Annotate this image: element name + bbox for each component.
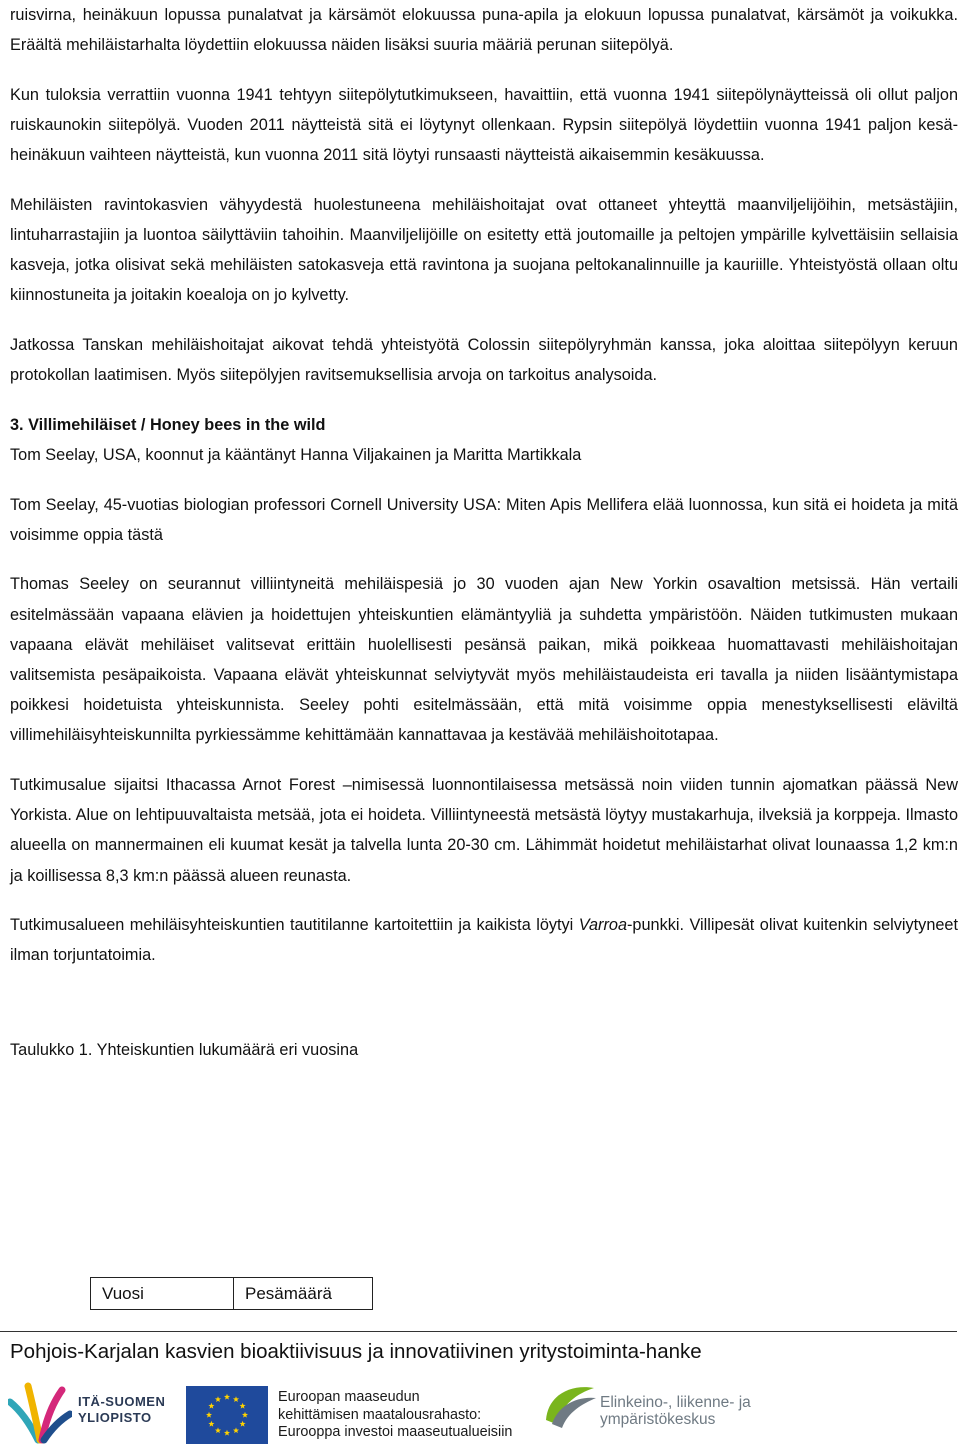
table-header-year: Vuosi xyxy=(91,1278,234,1310)
table-caption: Taulukko 1. Yhteiskuntien lukumäärä eri vuosina xyxy=(10,1040,359,1059)
ely-line-2: ympäristökeskus xyxy=(600,1411,716,1428)
eu-line-3: Eurooppa investoi maaseutualueisiin xyxy=(278,1424,513,1440)
paragraph-8-text-start: Tutkimusalueen mehiläisyhteiskuntien tautitilanne kartoitettiin ja kaikista löytyi xyxy=(10,916,579,935)
uef-line-1: ITÄ-SUOMEN xyxy=(78,1394,166,1409)
table-header-count: Pesämäärä xyxy=(234,1278,373,1310)
eu-fund-text xyxy=(278,1389,512,1442)
paragraph-2: Kun tuloksia verrattiin vuonna 1941 tehtyyn siitepölytutkimukseen, havaittiin, että vuonna 1941 siitepölynäytteissä oli ollut paljon ruiskaunokin siitepölyä. Vuoden 2011 näytteistä sitä ei löytynyt ollenkaan. Rypsin siitepölyä löydettiin vuonna 1941 paljon kesä-heinäkuun vaihteen näytteistä, kun vuonna 2011 sitä löytyi runsaasti näytteistä aikaisemmin kesäkuussa. xyxy=(10,85,958,165)
uef-logo-icon xyxy=(8,1380,72,1444)
byline: Tom Seelay, USA, koonnut ja kääntänyt Hanna Viljakainen ja Maritta Martikkala xyxy=(10,446,582,464)
paragraph-4: Jatkossa Tanskan mehiläishoitajat aikovat tehdä yhteistyötä Colossin siitepölyryhmän kanssa, joka aloittaa siitepölyyn keruun protokollan laatimisen. Myös siitepölyjen ravitsemuksellisia arvoja on tarkoitus analysoida. xyxy=(10,336,958,385)
paragraph-8-italic: Varroa xyxy=(578,916,628,935)
document-page xyxy=(10,0,958,1065)
eu-line-2: kehittämisen maatalousrahasto: xyxy=(278,1406,482,1423)
ely-wordmark xyxy=(600,1394,751,1428)
footer-divider xyxy=(0,1331,957,1332)
table-header-row xyxy=(91,1278,373,1310)
ely-line-1: Elinkeino-, liikenne- ja xyxy=(600,1394,751,1411)
paragraph-1: ruisvirna, heinäkuun lopussa punalatvat ja kärsämöt elokuussa puna-apila ja elokuun lopussa punalatvat, kärsämöt ja voikukka. Eräältä mehiläistarhalta löydettiin elokuussa näiden lisäksi suuria määriä perunan siitepölyä. xyxy=(10,6,958,55)
uef-wordmark xyxy=(78,1394,165,1426)
uef-logo xyxy=(8,1380,168,1444)
footer-title: Pohjois-Karjalan kasvien bioaktiivisuus ja innovatiivinen yritystoiminta-hanke xyxy=(10,1340,702,1363)
eu-flag-icon xyxy=(186,1386,268,1444)
eu-logo xyxy=(186,1386,531,1446)
paragraph-3: Mehiläisten ravintokasvien vähyydestä huolestuneena mehiläishoitajat ovat ottaneet yhteyttä maanviljelijöihin, metsästäjiin, lintuharrastajiin ja luontoa säilyttäviin tahoihin. Maanviljelijöille on esitetty että joutomaille ja peltojen ympärille kylvettäisiin sellaisia kasveja, jotka olisivat sekä mehiläisten satokasveja että ravintona ja suojana peltokanalinnuille ja kauriille. Yhteistyöstä ollaan oltu kiinnostuneita ja joitakin koealoja on jo kylvetty. xyxy=(10,195,958,305)
ely-logo-icon xyxy=(542,1380,598,1430)
eu-line-1: Euroopan maaseudun xyxy=(278,1389,420,1405)
paragraph-5: Tom Seelay, 45-vuotias biologian professori Cornell University USA: Miten Apis Mellifera elää luonnossa, kun sitä ei hoideta ja mitä voisimme oppia tästä xyxy=(10,495,958,544)
section-heading: 3. Villimehiläiset / Honey bees in the wild xyxy=(10,415,326,434)
ely-logo xyxy=(542,1380,751,1440)
paragraph-8 xyxy=(10,910,958,970)
paragraph-7: Tutkimusalue sijaitsi Ithacassa Arnot Forest –nimisessä luonnontilaisessa metsässä noin viiden tunnin ajomatkan päässä New Yorkista. Alue on lehtipuuvaltaista metsää, jota ei hoideta. Villiintyneestä metsästä löytyy mustakarhuja, ilveksiä ja korppeja. Ilmasto alueella on mannermainen eli kuumat kesät ja talvella lunta 20-30 cm. Lähimmät hoidetut mehiläistarhat olivat lounaassa 1,2 km:n ja koillisessa 8,3 km:n päässä alueen reunasta. xyxy=(10,776,958,885)
data-table xyxy=(90,1277,373,1310)
uef-line-2: YLIOPISTO xyxy=(78,1410,152,1425)
paragraph-6: Thomas Seeley on seurannut villiintyneitä mehiläispesiä jo 30 vuoden ajan New Yorkin osavaltion metsissä. Hän vertaili esitelmässään vapaana elävien ja hoidettujen yhteiskuntien elämäntyyliä ja suhdetta ympäristöön. Näiden tutkimusten mukaan vapaana elävät mehiläiset valitsevat erittäin huolellisesti pesänsä paikan, mikä poikkeaa huomattavasti mehiläishoitajan valitsemista pesäpaikoista. Vapaana elävät yhteiskunnat selviytyvät myös mehiläistaudeista eri tavalla ja niiden lisääntymistapa poikkesi hoidetuista yhteiskunnista. Seeley pohti esitelmässään, että mitä voisimme oppia menestyksellisesti eläviltä villimehiläisyhteiskunnilta pyrkiessämme kehittämään kannattavaa ja kestävää mehiläishoitotapaa. xyxy=(10,575,958,745)
paragraph-8-text-end: -punkki. Villipesät olivat kuitenkin selviytyneet ilman torjuntatoimia. xyxy=(10,916,959,965)
